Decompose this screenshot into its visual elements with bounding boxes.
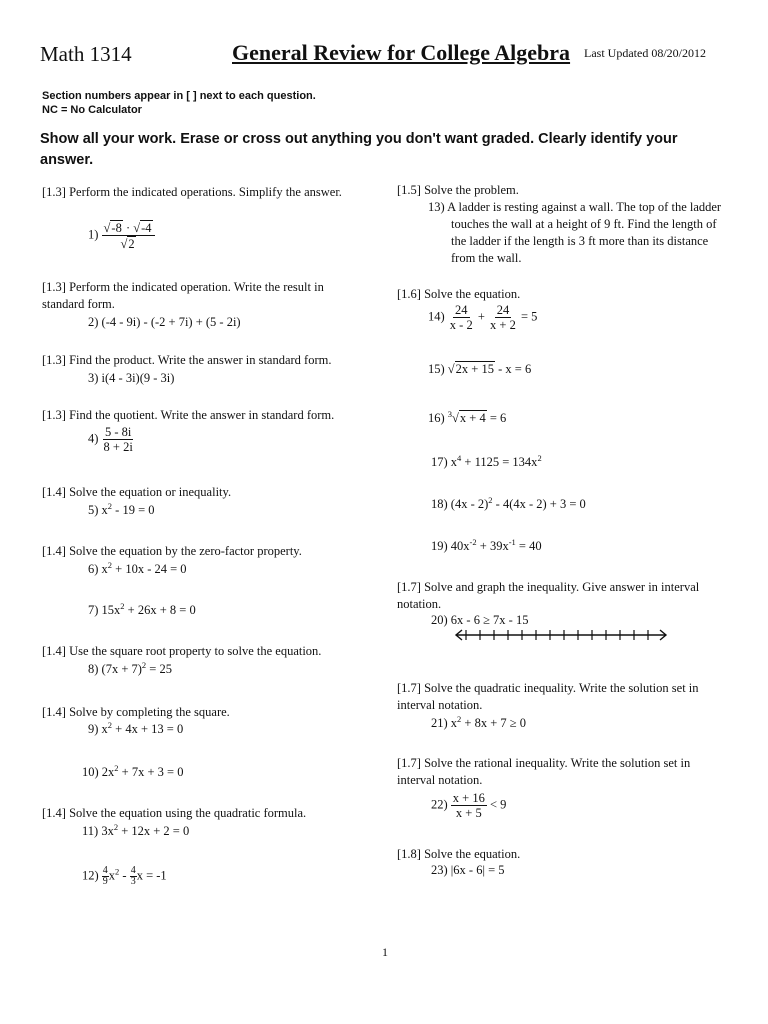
section-heading-11: [1.4] Solve the equation using the quadratic formula. (42, 806, 307, 820)
p19-c: = 40 (515, 539, 542, 553)
p10-a: 10) 2x (82, 765, 115, 779)
p17-b: + 1125 = 134x (461, 455, 538, 469)
dot-operator: · (125, 221, 131, 235)
p14-frac-1 (448, 303, 475, 332)
section-heading-21: [1.7] Solve the quadratic inequality. Write the solution set in interval notation. (397, 681, 699, 712)
problem-4-fraction (102, 425, 135, 454)
section-heading-8: [1.4] Use the square root property to solve the equation. (42, 644, 322, 658)
p16-end: = 6 (486, 411, 507, 425)
problem-6 (88, 562, 187, 577)
p12-x: x (108, 868, 116, 883)
problem-1-fraction (102, 220, 155, 251)
p5-exp: 2 (107, 501, 113, 511)
p21-b: + 8x + 7 ≥ 0 (461, 716, 527, 730)
radicand-1a: -8 (111, 221, 122, 235)
p12-frac-2 (130, 866, 137, 887)
problem-4-label: 4) (88, 431, 99, 446)
section-heading-1: [1.3] Perform the indicated operations. Simplify the answer. (42, 185, 342, 199)
problem-10 (82, 765, 183, 780)
problem-5 (88, 503, 155, 518)
problem-11 (82, 824, 189, 839)
p14-label: 14) (428, 309, 445, 324)
p16-radicand: x + 4 (459, 411, 486, 425)
p12-minus: - (119, 868, 130, 883)
problem-20: 20) 6x - 6 ≥ 7x - 15 (431, 613, 529, 627)
p14-plus: + (477, 309, 485, 324)
p12-frac-1 (102, 866, 109, 887)
p12-d2: 3 (130, 876, 136, 887)
p10-exp: 2 (114, 763, 119, 773)
problem-1-denominator: √2 (120, 237, 135, 251)
p6-exp: 2 (107, 560, 113, 570)
page-number: 1 (382, 945, 388, 959)
instruction-nc (42, 104, 142, 116)
p12-n1: 4 (102, 865, 108, 876)
p10-b: + 7x + 3 = 0 (118, 765, 184, 779)
radicand-1b: -4 (141, 221, 152, 235)
p21-a: 21) x (431, 716, 458, 730)
problem-17 (431, 455, 542, 470)
problem-16: 16) $^3$√x + 4 = 6 (428, 409, 507, 425)
p5-a: 5) x (88, 503, 108, 517)
problem-3: 3) i(4 - 3i)(9 - 3i) (88, 371, 175, 385)
section-heading-20: [1.7] Solve and graph the inequality. Give answer in interval notation. (397, 580, 700, 611)
p7-b: + 26x + 8 = 0 (124, 603, 196, 617)
p12-exp: 2 (115, 866, 120, 877)
p16-root-index: 3 (447, 409, 453, 419)
p15-end: - x = 6 (494, 362, 532, 376)
nc-meaning: = No Calculator (57, 104, 142, 116)
problem-19 (431, 539, 542, 554)
p17-exp2: 2 (537, 453, 542, 463)
last-updated: Last Updated 08/20/2012 (584, 46, 706, 60)
p6-a: 6) x (88, 562, 108, 576)
problem-15: 15) √2x + 15 - x = 6 (428, 362, 532, 376)
course-name: Math 1314 (40, 42, 132, 66)
p14-d1: x - 2 (449, 318, 473, 332)
radicand-1c: 2 (128, 237, 135, 251)
problem-1-numerator: √-8 · √-4 (102, 220, 155, 236)
p17-a: 17) x (431, 455, 458, 469)
p9-exp: 2 (107, 720, 113, 730)
problem-9 (88, 722, 183, 737)
show-work-instruction: Show all your work. Erase or cross out anything you don't want graded. Clearly identify your answer. (40, 131, 678, 168)
problem-4-denominator: 8 + 2i (103, 440, 133, 454)
p8-exp: 2 (141, 660, 147, 670)
p22-numerator: x + 16 (452, 791, 485, 805)
p19-exp2: -1 (508, 537, 516, 547)
section-heading-23: [1.8] Solve the equation. (397, 847, 521, 861)
p12-d1: 9 (102, 876, 108, 887)
problem-1 (88, 220, 155, 251)
p12-end: x = -1 (136, 868, 167, 883)
p17-exp1: 4 (457, 453, 462, 463)
section-heading-4: [1.3] Find the quotient. Write the answer in standard form. (42, 408, 335, 422)
problem-4-numerator: 5 - 8i (104, 425, 132, 439)
p18-a: 18) (4x - 2) (431, 497, 489, 511)
problem-23: 23) |6x - 6| = 5 (431, 863, 505, 877)
p6-b: + 10x - 24 = 0 (112, 562, 187, 576)
problem-22 (431, 791, 506, 820)
p14-frac-2 (488, 303, 518, 332)
section-heading-6: [1.4] Solve the equation by the zero-factor property. (42, 544, 302, 558)
section-heading-3: [1.3] Find the product. Write the answer in standard form. (42, 353, 332, 367)
problem-2: 2) (-4 - 9i) - (-2 + 7i) + (5 - 2i) (88, 315, 241, 329)
p14-n1: 24 (455, 303, 468, 317)
p8-b: = 25 (146, 662, 172, 676)
p19-exp1: -2 (469, 537, 477, 547)
problem-4 (88, 425, 135, 454)
page-title: General Review for College Algebra (232, 40, 571, 65)
section-heading-13: [1.5] Solve the problem. (397, 183, 519, 197)
p14-d2: x + 2 (490, 318, 516, 332)
p18-b: - 4(4x - 2) + 3 = 0 (492, 497, 586, 511)
p22-fraction (451, 791, 487, 820)
p9-a: 9) x (88, 722, 108, 736)
p11-exp: 2 (113, 822, 119, 832)
problem-13: 13) A ladder is resting against a wall. The top of the ladder touches the wall at a height of 9 ft. Find the length of the ladder if the length is 3 ft more than its distance from the wall. (428, 200, 722, 265)
number-line (452, 626, 672, 644)
section-heading-2: [1.3] Perform the indicated operation. Write the result in standard form. (42, 280, 324, 311)
p11-b: + 12x + 2 = 0 (118, 824, 190, 838)
p15-radicand: 2x + 15 (455, 362, 494, 376)
problem-1-label: 1) (88, 227, 99, 242)
p14-end: = 5 (520, 309, 538, 324)
p7-exp: 2 (120, 601, 125, 611)
section-heading-5: [1.4] Solve the equation or inequality. (42, 485, 232, 499)
p8-a: 8) (7x + 7) (88, 662, 142, 676)
p7-a: 7) 15x (88, 603, 121, 617)
p22-end: < 9 (489, 797, 507, 812)
nc-abbrev: NC (42, 104, 58, 116)
problem-8 (88, 662, 172, 677)
problem-21 (431, 716, 526, 731)
problem-7 (88, 603, 196, 618)
problem-18 (431, 497, 586, 512)
p12-label: 12) (82, 868, 99, 883)
p9-b: + 4x + 13 = 0 (112, 722, 184, 736)
section-heading-22: [1.7] Solve the rational inequality. Write the solution set in interval notation. (397, 756, 691, 787)
p19-b: + 39x (476, 539, 509, 553)
p12-n2: 4 (130, 865, 136, 876)
p22-label: 22) (431, 797, 448, 812)
section-heading-9: [1.4] Solve by completing the square. (42, 705, 230, 719)
problem-14 (428, 303, 537, 332)
problem-12 (82, 866, 167, 887)
p22-denominator: x + 5 (455, 806, 482, 820)
p18-exp: 2 (488, 495, 493, 505)
p16-label: 16) (428, 411, 445, 425)
p15-label: 15) (428, 362, 445, 376)
instruction-sections: Section numbers appear in [ ] next to each question. (42, 90, 316, 102)
p19-a: 19) 40x (431, 539, 470, 553)
section-heading-14: [1.6] Solve the equation. (397, 287, 521, 301)
p11-a: 11) 3x (82, 824, 114, 838)
p21-exp: 2 (457, 714, 462, 724)
p14-n2: 24 (496, 303, 510, 317)
p5-b: - 19 = 0 (112, 503, 155, 517)
